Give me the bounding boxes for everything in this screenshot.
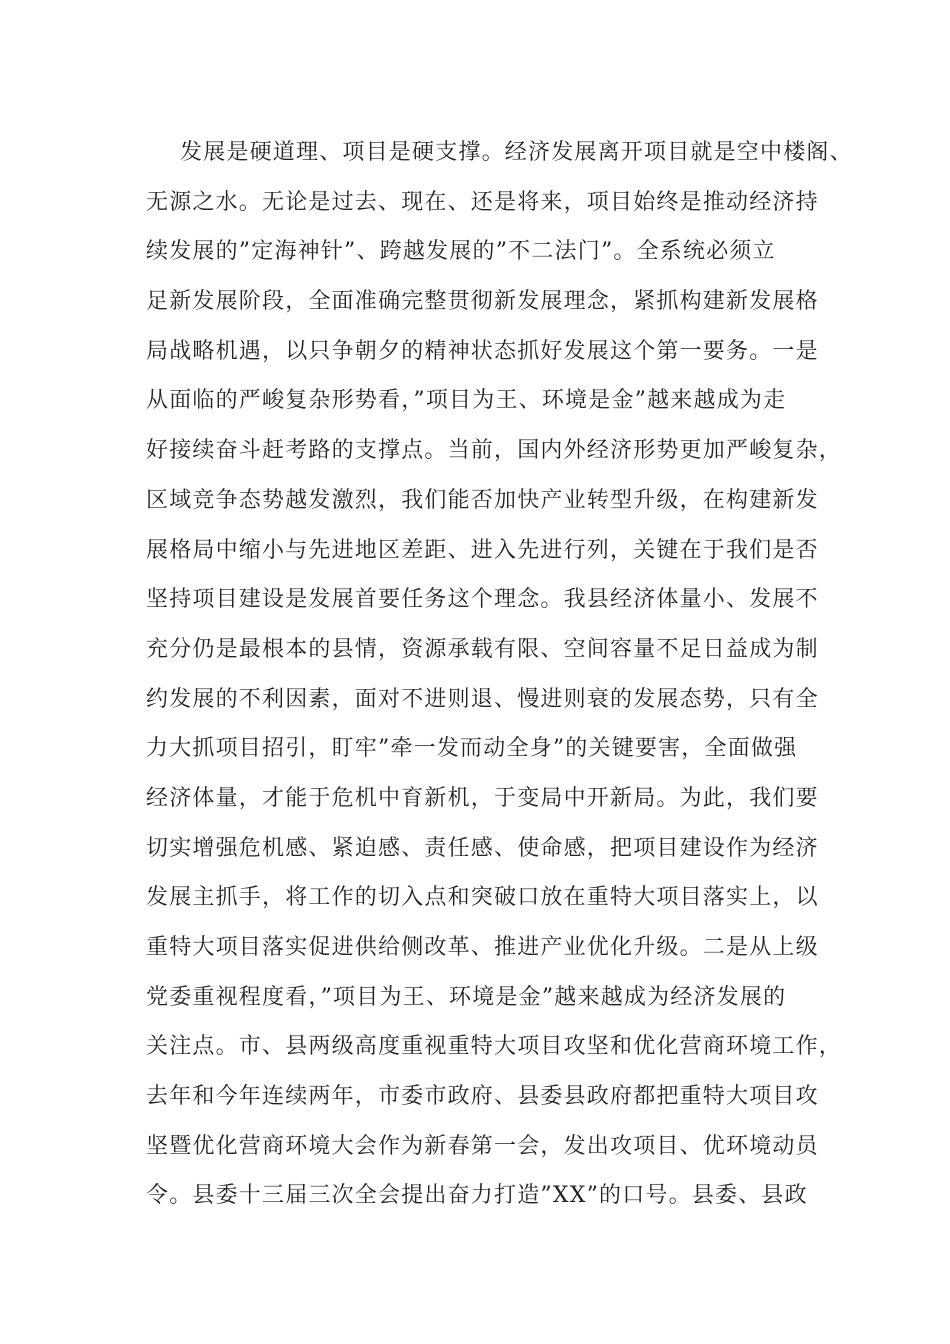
text-line: 足新发展阶段，全面准确完整贯彻新发展理念，紧抓构建新发展格 <box>146 289 819 315</box>
text-line: 发展主抓手，将工作的切入点和突破口放在重特大项目落实上，以 <box>146 885 819 911</box>
text-line: 好接续奋斗赶考路的支撑点。当前，国内外经济形势更加严峻复杂， <box>146 438 843 464</box>
text-line: 展格局中缩小与先进地区差距、进入先进行列，关键在于我们是否 <box>146 537 819 563</box>
text-line: 党委重视程度看，”项目为王、环境是金”越来越成为经济发展的 <box>146 984 787 1010</box>
text-line: 续发展的”定海神针”、跨越发展的”不二法门”。全系统必须立 <box>146 239 776 265</box>
text-line: 经济体量，才能于危机中育新机，于变局中开新局。为此，我们要 <box>146 785 819 811</box>
text-line: 力大抓项目招引，盯牢”牵一发而动全身”的关键要害，全面做强 <box>146 736 798 762</box>
text-line: 切实增强危机感、紧迫感、责任感、使命感，把项目建设作为经济 <box>146 835 819 861</box>
text-line: 局战略机遇，以只争朝夕的精神状态抓好发展这个第一要务。一是 <box>146 338 819 364</box>
body-paragraph <box>146 128 853 1221</box>
text-line: 坚暨优化营商环境大会作为新春第一会，发出攻项目、优环境动员 <box>146 1133 819 1159</box>
text-line: 去年和今年连续两年，市委市政府、县委县政府都把重特大项目攻 <box>146 1084 819 1110</box>
text-line: 充分仍是最根本的县情，资源承载有限、空间容量不足日益成为制 <box>146 636 819 662</box>
text-line: 坚持项目建设是发展首要任务这个理念。我县经济体量小、发展不 <box>146 587 819 613</box>
text-line: 发展是硬道理、项目是硬支撑。经济发展离开项目就是空中楼阁、 <box>180 140 853 165</box>
text-line: 约发展的不利因素，面对不进则退、慢进则衰的发展态势，只有全 <box>146 686 819 712</box>
text-line: 关注点。市、县两级高度重视重特大项目攻坚和优化营商环境工作， <box>146 1034 843 1060</box>
text-line: 区域竞争态势越发激烈，我们能否加快产业转型升级，在构建新发 <box>146 487 819 513</box>
text-line: 从面临的严峻复杂形势看，”项目为王、环境是金”越来越成为走 <box>146 388 787 414</box>
text-line: 重特大项目落实促进供给侧改革、推进产业优化升级。二是从上级 <box>146 935 819 960</box>
text-line: 无源之水。无论是过去、现在、还是将来，项目始终是推动经济持 <box>146 189 819 215</box>
text-line: 令。县委十三届三次全会提出奋力打造”XX”的口号。县委、县政 <box>146 1183 808 1209</box>
